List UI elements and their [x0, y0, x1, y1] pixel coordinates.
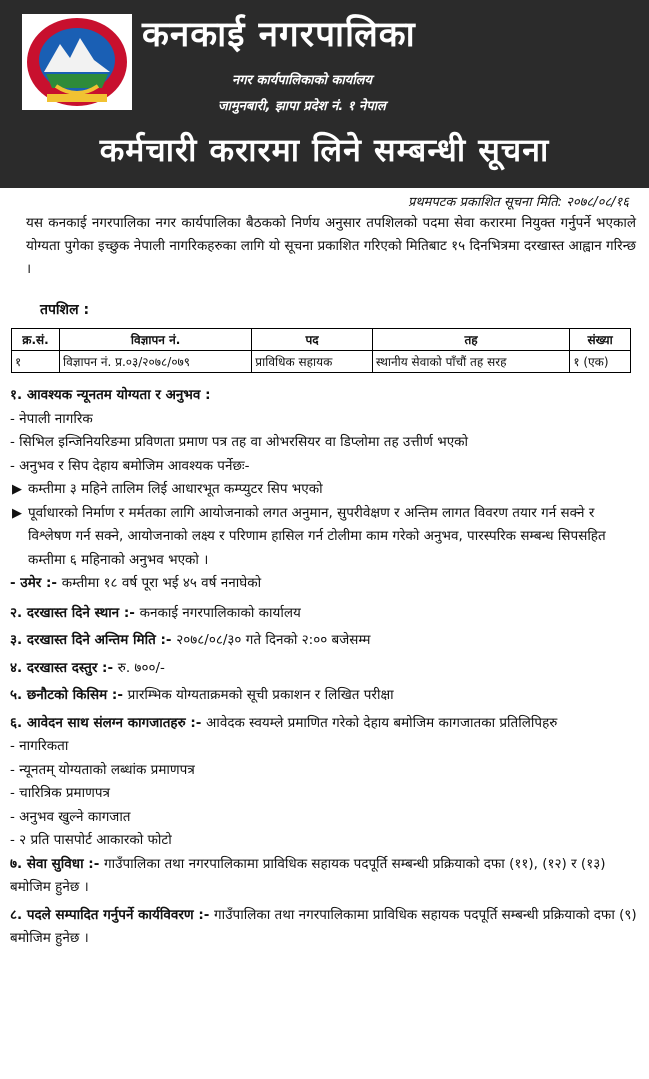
section-8-text: गाउँपालिका तथा नगरपालिकामा प्राविधिक सहायक पदपूर्ति सम्बन्धी प्रक्रियाको दफा (९) बमोजिम हुनेछ । [10, 906, 637, 946]
cell-level: स्थानीय सेवाको पाँचौं तह सरह [372, 351, 570, 373]
document-item: - नागरिकता [10, 738, 69, 754]
section-6 [10, 712, 640, 736]
age-text: कम्तीमा १८ वर्ष पूरा भई ४५ वर्ष ननाघेको [61, 575, 262, 591]
table-header-serial: क्र.सं. [12, 329, 60, 351]
publication-date: प्रथमपटक प्रकाशित सूचना मिति: २०७८/०८/१६ [407, 195, 629, 210]
section-7-text: गाउँपालिका तथा नगरपालिकामा प्राविधिक सहायक पदपूर्ति सम्बन्धी प्रक्रियाको दफा (११), (१२) र (१३) बमोजिम हुनेछ । [10, 855, 606, 895]
notice-header [0, 0, 649, 188]
cell-serial: १ [12, 351, 60, 373]
table-header-post: पद [252, 329, 373, 351]
section-4-label: ४. दरखास्त दस्तुर :- [10, 659, 114, 676]
tapasil-label: तपशिल : [40, 302, 90, 318]
municipality-name: कनकाई नगरपालिका [142, 15, 416, 55]
section-7-label: ७. सेवा सुविधा :- [10, 855, 100, 872]
section-3 [10, 629, 640, 653]
intro-paragraph: यस कनकाई नगरपालिका नगर कार्यपालिका बैठकको निर्णय अनुसार तपशिलको पदमा सेवा करारमा नियुक्त गर्नुपर्ने भएकाले योग्यता पुगेका इच्छुक नेपाली नागरिकहरुका लागि यो सूचना प्रकाशित गरिएको मितिबाट १५ दिनभित्रमा दरखास्त आह्वान गरिन्छ । [26, 215, 636, 277]
notice-title: कर्मचारी करारमा लिने सम्बन्धी सूचना [99, 131, 550, 169]
cell-count: १ (एक) [570, 351, 631, 373]
experience-bullet [10, 478, 640, 502]
office-address: जामुनबारी, झापा प्रदेश नं. १ नेपाल [218, 99, 386, 114]
table-header-level: तह [372, 329, 570, 351]
age-requirement [10, 572, 640, 596]
document-item: - अनुभव खुल्ने कागजात [10, 808, 131, 825]
table-header-ad-no: विज्ञापन नं. [59, 329, 251, 351]
document-item: - न्यूनतम् योग्यताको लब्धांक प्रमाणपत्र [10, 761, 195, 778]
requirement-item: - नेपाली नागरिक [10, 410, 93, 427]
nepal-emblem-icon [22, 14, 132, 110]
section-5-text: प्रारम्भिक योग्यताक्रमको सूची प्रकाशन र लिखित परीक्षा [127, 687, 394, 703]
requirement-item: - अनुभव र सिप देहाय बमोजिम आवश्यक पर्नेछः- [10, 457, 250, 474]
section-5 [10, 684, 640, 708]
section-3-text: २०७८/०८/३० गते दिनको २:०० बजेसम्म [176, 632, 371, 648]
table-header-row [12, 329, 631, 351]
document-item: - २ प्रति पासपोर्ट आकारको फोटो [10, 832, 172, 848]
section-8-label: ८. पदले सम्पादित गर्नुपर्ने कार्यविवरण :- [10, 906, 210, 923]
section-2-text: कनकाई नगरपालिकाको कार्यालय [139, 604, 301, 621]
notice-body [10, 384, 640, 951]
triangle-right-icon: ▶ [12, 505, 22, 521]
section-7 [10, 853, 640, 900]
section-2-label: २. दरखास्त दिने स्थान :- [10, 604, 135, 621]
table-header-count: संख्या [570, 329, 631, 351]
section-1-title: १. आवश्यक न्यूनतम योग्यता र अनुभव : [10, 387, 211, 403]
experience-bullet [10, 502, 640, 573]
cell-post: प्राविधिक सहायक [252, 351, 373, 373]
requirement-item: - सिभिल इन्जिनियरिङमा प्रविणता प्रमाण पत्र तह वा ओभरसियर वा डिप्लोमा तह उत्तीर्ण भएको [10, 434, 469, 450]
section-3-label: ३. दरखास्त दिने अन्तिम मिति :- [10, 632, 172, 648]
section-4-text: रु. ७००/- [117, 659, 165, 676]
section-8 [10, 904, 640, 951]
section-2 [10, 602, 640, 626]
bullet-text: पूर्वाधारको निर्माण र मर्मतका लागि आयोजनाको लगत अनुमान, सुपरीवेक्षण र अन्तिम लागत विवरण तयार गर्न सक्ने र विश्लेषण गर्न सक्ने, आयोजनाको लक्ष्य र परिणाम हासिल गर्न टोलीमा काम गरेको अनुभव, पारस्परिक सम्बन्ध सिपसहित कम्तीमा ६ महिनाको अनुभव भएको । [28, 504, 606, 568]
section-6-label: ६. आवेदन साथ संलग्न कागजातहरु :- [10, 714, 202, 731]
table-row [12, 351, 631, 373]
bullet-text: कम्तीमा ३ महिने तालिम लिई आधारभूत कम्प्युटर सिप भएको [28, 481, 323, 497]
section-4 [10, 657, 640, 681]
triangle-right-icon: ▶ [12, 482, 22, 497]
section-6-text: आवेदक स्वयम्ले प्रमाणित गरेको देहाय बमोजिम कागजातका प्रतिलिपिहरु [206, 714, 558, 731]
office-name: नगर कार्यपालिकाको कार्यालय [232, 73, 373, 88]
age-label: - उमेर :- [10, 575, 57, 591]
cell-ad-no: विज्ञापन नं. प्र.०३/२०७८/०७९ [59, 351, 251, 373]
section-5-label: ५. छनौटको किसिम :- [10, 687, 123, 703]
document-item: - चारित्रिक प्रमाणपत्र [10, 785, 110, 801]
vacancy-table [11, 328, 631, 373]
